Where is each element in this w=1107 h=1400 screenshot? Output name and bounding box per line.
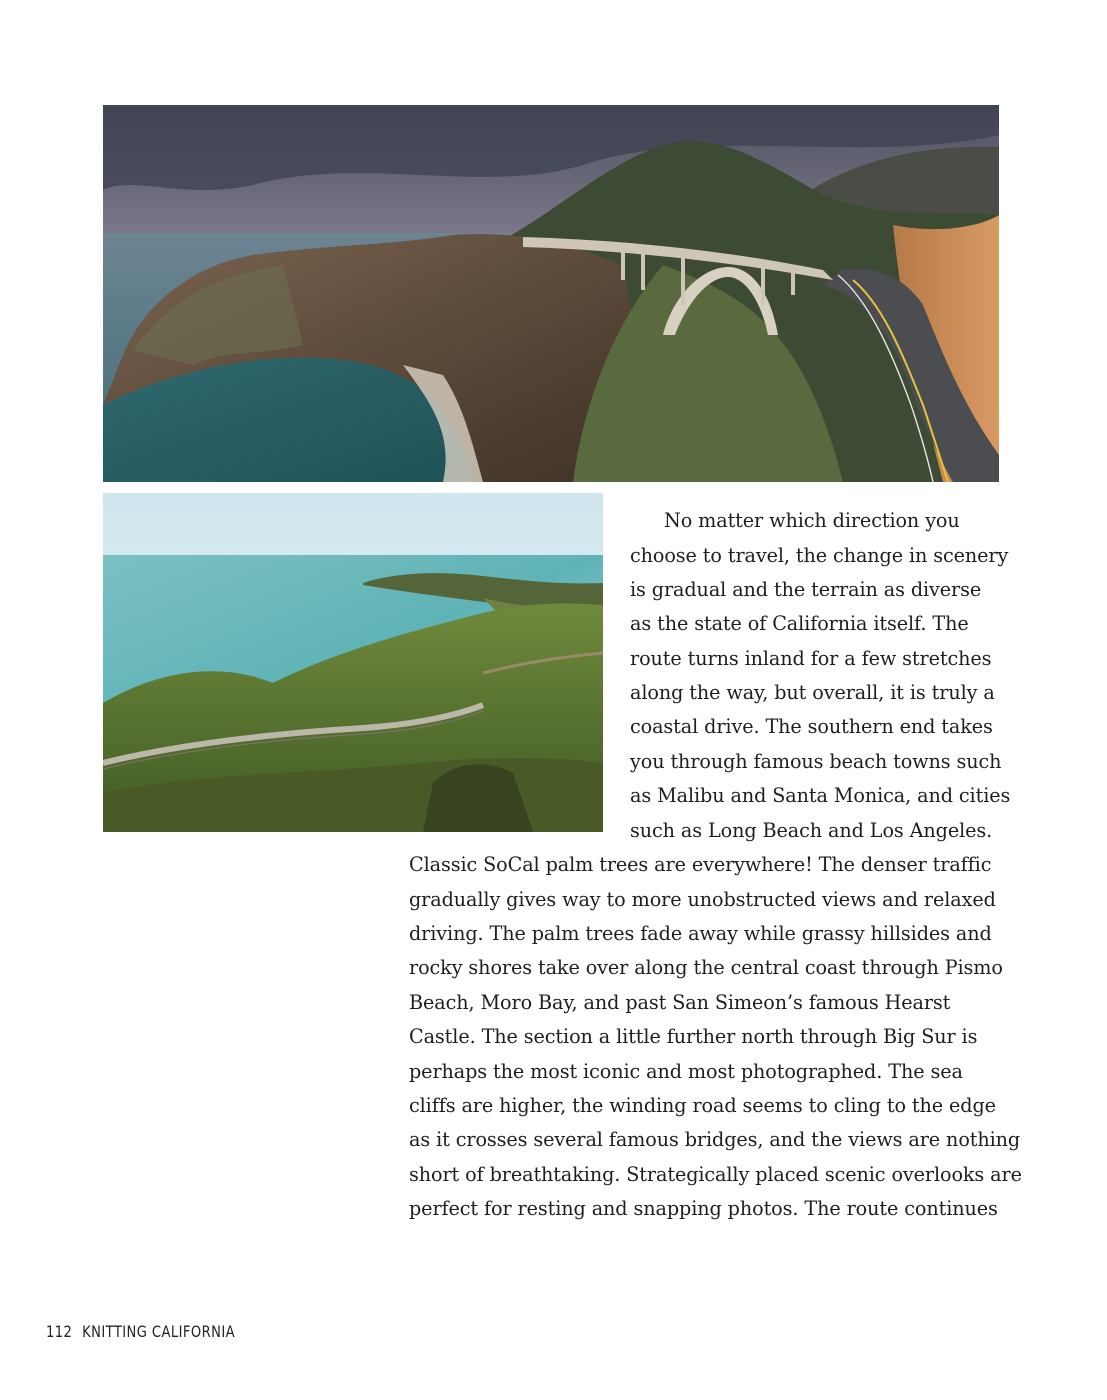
body-line: is gradual and the terrain as diverse bbox=[630, 578, 982, 601]
body-line: Castle. The section a little further north through Big Sur is bbox=[409, 1025, 978, 1048]
page-footer bbox=[46, 1322, 235, 1341]
body-line: driving. The palm trees fade away while grassy hillsides and bbox=[409, 922, 992, 945]
bridge-coast-photo bbox=[103, 105, 999, 482]
body-line: along the way, but overall, it is truly a bbox=[630, 681, 995, 704]
coastal-road-illustration bbox=[103, 493, 603, 832]
body-line: coastal drive. The southern end takes bbox=[630, 715, 993, 738]
body-line: as it crosses several famous bridges, and the views are nothing bbox=[409, 1128, 1021, 1151]
body-line: as Malibu and Santa Monica, and cities bbox=[630, 784, 1011, 807]
body-line: Classic SoCal palm trees are everywhere! The denser traffic bbox=[409, 853, 992, 876]
body-line: Beach, Moro Bay, and past San Simeon’s famous Hearst bbox=[409, 991, 951, 1014]
body-line: as the state of California itself. The bbox=[630, 612, 969, 635]
body-line: perhaps the most iconic and most photographed. The sea bbox=[409, 1060, 963, 1083]
body-line: No matter which direction you bbox=[664, 509, 960, 532]
body-line: cliffs are higher, the winding road seems to cling to the edge bbox=[409, 1094, 996, 1117]
body-line: you through famous beach towns such bbox=[630, 750, 1002, 773]
body-line: choose to travel, the change in scenery bbox=[630, 544, 1009, 567]
body-line: short of breathtaking. Strategically placed scenic overlooks are bbox=[409, 1163, 1022, 1186]
body-line: such as Long Beach and Los Angeles. bbox=[630, 819, 993, 842]
page-number: 112 bbox=[46, 1322, 73, 1341]
book-title: KNITTING CALIFORNIA bbox=[82, 1322, 235, 1341]
bridge-coast-illustration bbox=[103, 105, 999, 482]
body-line: perfect for resting and snapping photos. The route continues bbox=[409, 1197, 998, 1220]
body-line: rocky shores take over along the central coast through Pismo bbox=[409, 956, 1003, 979]
body-line: route turns inland for a few stretches bbox=[630, 647, 992, 670]
body-line: gradually gives way to more unobstructed views and relaxed bbox=[409, 888, 996, 911]
coastal-road-photo bbox=[103, 493, 603, 832]
